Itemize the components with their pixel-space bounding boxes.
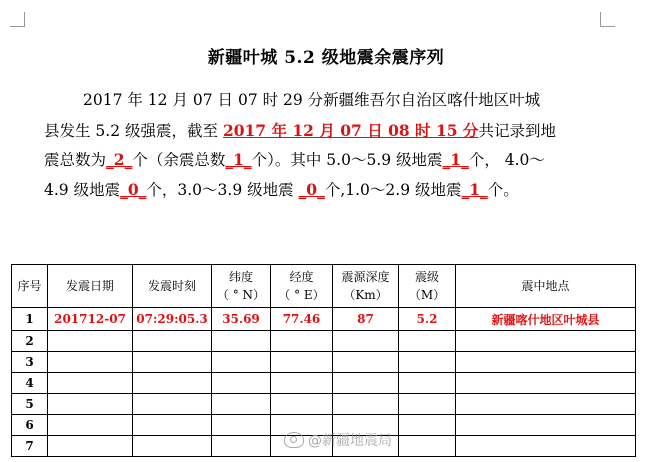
header-time: 发震时刻 (133, 265, 212, 308)
total-quake-count: _2_ (106, 150, 133, 169)
aftershock-count: _1_ (225, 150, 252, 169)
cell-empty (399, 394, 456, 415)
cell-empty (271, 331, 333, 352)
text-span: 个,1.0～2.9 级地震 (324, 180, 462, 199)
cell-empty (399, 436, 456, 457)
text-span: 县发生 5.2 级强震，截至 (44, 121, 223, 140)
crop-mark-top-right (600, 12, 615, 27)
paragraph-line-4 (44, 175, 612, 205)
paragraph-line-1 (44, 86, 612, 116)
document-title: 新疆叶城 5.2 级地震余震序列 (207, 48, 445, 68)
cell-empty (48, 331, 133, 352)
cell-empty (271, 394, 333, 415)
cell-empty (133, 373, 212, 394)
cell-seq: 6 (12, 415, 48, 436)
cell-empty (133, 415, 212, 436)
header-location: 震中地点 (456, 265, 636, 308)
cell-empty (212, 436, 271, 457)
cell-seq: 2 (12, 331, 48, 352)
cell-empty (333, 331, 399, 352)
header-depth-label: 震源深度 (341, 270, 390, 284)
crop-mark-top-left (10, 12, 25, 27)
cell-latitude: 35.69 (212, 308, 271, 331)
cell-empty (212, 331, 271, 352)
cell-empty (399, 331, 456, 352)
header-magnitude (399, 265, 456, 308)
cell-depth: 87 (333, 308, 399, 331)
table-row (12, 308, 636, 331)
cell-empty (212, 394, 271, 415)
cell-empty (456, 394, 636, 415)
count-mag-4: _0_ (120, 179, 147, 199)
cell-empty (133, 394, 212, 415)
cell-seq: 3 (12, 352, 48, 373)
cell-date: 201712-07 (48, 308, 133, 331)
cell-location: 新疆喀什地区叶城县 (456, 308, 636, 331)
cell-empty (48, 373, 133, 394)
paragraph-line-2 (44, 116, 612, 146)
header-lat-unit: （ ° N） (216, 288, 266, 302)
weibo-watermark (284, 430, 392, 450)
cell-empty (212, 415, 271, 436)
cutoff-time: 2017 年 12 月 07 日 08 时 15 分 (222, 120, 479, 140)
text-span: 个，3.0～3.9 级地震 (146, 180, 299, 199)
cell-empty (399, 415, 456, 436)
cell-seq: 4 (12, 373, 48, 394)
cell-empty (212, 373, 271, 394)
table-row (12, 373, 636, 394)
weibo-icon (284, 432, 304, 448)
header-latitude (212, 265, 271, 308)
header-longitude (271, 265, 333, 308)
cell-empty (456, 436, 636, 457)
text-span: 震总数为 (44, 151, 107, 169)
cell-seq: 5 (12, 394, 48, 415)
cell-empty (48, 436, 133, 457)
cell-empty (399, 352, 456, 373)
header-date: 发震日期 (48, 265, 133, 308)
cell-empty (48, 415, 133, 436)
aftershock-table (11, 264, 636, 457)
table-header-row (12, 265, 636, 308)
cell-empty (133, 352, 212, 373)
cell-empty (456, 331, 636, 352)
text-span: 个（余震总数 (132, 151, 226, 169)
watermark-text: @新疆地震局 (308, 433, 392, 449)
cell-empty (333, 352, 399, 373)
text-span: 共记录到地 (478, 121, 556, 140)
cell-empty (212, 352, 271, 373)
cell-seq: 1 (12, 308, 48, 331)
summary-paragraph (44, 86, 612, 204)
cell-empty (271, 352, 333, 373)
paragraph-line-3 (44, 145, 612, 175)
cell-empty (456, 415, 636, 436)
header-depth (333, 265, 399, 308)
header-lat-label: 纬度 (228, 270, 253, 284)
cell-empty (271, 373, 333, 394)
header-depth-unit: （Km） (343, 288, 388, 302)
text-span: 4.9 级地震 (44, 180, 121, 199)
cell-empty (456, 373, 636, 394)
text-span: 个， 4.0～ (468, 151, 545, 169)
cell-magnitude: 5.2 (399, 308, 456, 331)
cell-empty (399, 373, 456, 394)
cell-empty (133, 331, 212, 352)
cell-seq: 7 (12, 436, 48, 457)
text-span: 个。 (487, 180, 519, 199)
cell-empty (456, 352, 636, 373)
cell-time: 07:29:05.3 (133, 308, 212, 331)
header-lon-unit: （ ° E） (278, 288, 325, 302)
count-mag-3: _0_ (298, 179, 325, 199)
cell-empty (133, 436, 212, 457)
cell-empty (48, 352, 133, 373)
header-mag-label: 震级 (414, 270, 439, 284)
table-row (12, 352, 636, 373)
count-mag-1: _1_ (461, 179, 488, 199)
header-mag-unit: （M） (408, 288, 446, 302)
table-row (12, 394, 636, 415)
header-seq: 序号 (12, 265, 48, 308)
table-row (12, 331, 636, 352)
cell-empty (333, 373, 399, 394)
cell-empty (48, 394, 133, 415)
cell-empty (333, 394, 399, 415)
text-span: 个）。其中 5.0～5.9 级地震 (251, 151, 443, 169)
cell-longitude: 77.46 (271, 308, 333, 331)
count-mag-5: _1_ (442, 150, 469, 169)
text-span: 2017 年 12 月 07 日 07 时 29 分新疆维吾尔自治区喀什地区叶城 (83, 91, 541, 109)
header-lon-label: 经度 (289, 270, 314, 284)
